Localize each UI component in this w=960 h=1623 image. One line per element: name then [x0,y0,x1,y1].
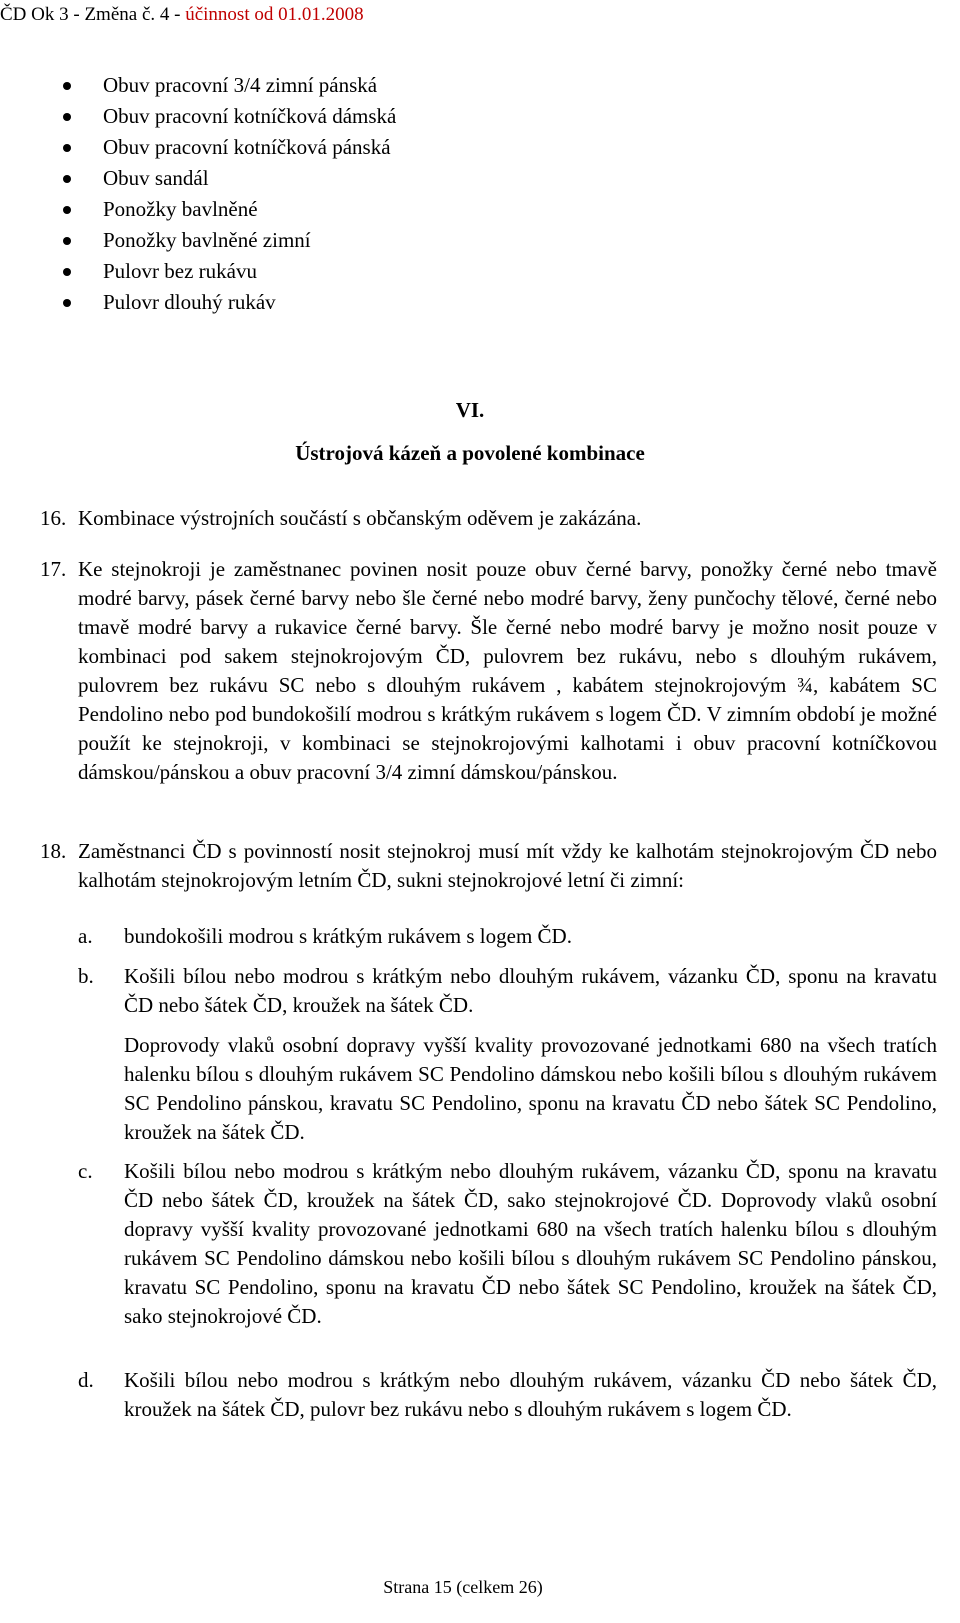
list-item [0,194,396,225]
bullet-icon [63,237,71,245]
list-item-label: Pulovr bez rukávu [103,259,257,283]
list-item-label: Obuv pracovní 3/4 zimní pánská [103,73,378,97]
list-item-label: Obuv sandál [103,166,209,190]
header-document-title: ČD Ok 3 - Změna č. 4 - [0,4,186,25]
item-text: Košili bílou nebo modrou s krátkým nebo dlouhým rukávem, vázanku ČD, sponu na kravatu ČD nebo šátek ČD, kroužek na šátek ČD, sako stejnokrojové ČD. Doprovody vlaků osobní dopravy vyšší kvality provozované jednotkami 680 na všech tratích halenku bílou s dlouhým rukávem SC Pendolino dámskou nebo košili bílou s dlouhým rukávem SC Pendolino pánskou, kravatu SC Pendolino, sponu na kravatu ČD nebo šátek SC Pendolino, kroužek na šátek ČD, sako stejnokrojové ČD. [124,1159,937,1328]
list-item [0,132,396,163]
item-letter: c. [78,1159,93,1183]
paragraph-17 [40,555,937,787]
paragraph-text: Zaměstnanci ČD s povinností nosit stejnokroj musí mít vždy ke kalhotám stejnokrojovým ČD nebo kalhotám stejnokrojovým letním ČD, sukni stejnokrojové letní či zimní: [78,839,937,892]
list-item-label: Obuv pracovní kotníčková dámská [103,104,397,128]
chapter-number: VI. [455,398,485,422]
item-letter: b. [78,964,94,988]
item-b [78,962,937,1020]
item-b-note [78,1031,937,1147]
clothing-bullet-list [0,70,396,318]
paragraph-18 [40,837,937,895]
list-item-label: Ponožky bavlněné [103,197,258,221]
list-item-label: Ponožky bavlněné zimní [103,228,311,252]
paragraph-16 [40,504,937,533]
paragraph-text: Ke stejnokroji je zaměstnanec povinen nosit pouze obuv černé barvy, ponožky černé nebo tmavě modré barvy, pásek černé barvy nebo šle černé nebo modré barvy, ženy punčochy tělové, černé nebo tmavě modré barvy a rukavice černé barvy. Šle černé nebo modré barvy je možno nosit pouze v kombinaci pod sakem stejnokrojovým ČD, pulovrem bez rukávu, nebo s dlouhým rukávem, pulovrem bez rukávu SC nebo s dlouhým rukávem , kabátem stejnokrojovým ¾, kabátem SC Pendolino nebo pod bundokošilí modrou s krátkým rukávem s logem ČD. V zimním období je možné použít ke stejnokroji, v kombinaci se stejnokrojovými kalhotami i obuv pracovní kotníčkovou dámskou/pánskou a obuv pracovní 3/4 zimní dámskou/pánskou. [78,557,937,784]
bullet-icon [63,175,71,183]
bullet-icon [63,206,71,214]
page-header [0,2,364,28]
item-d [78,1366,937,1424]
item-letter: d. [78,1368,94,1392]
paragraph-text: Kombinace výstrojních součástí s občanským oděvem je zakázána. [78,506,642,530]
list-item [0,101,396,132]
list-item [0,287,396,318]
bullet-icon [63,299,71,307]
page-footer: Strana 15 (celkem 26) [383,1577,543,1597]
list-item [0,256,396,287]
item-a [78,922,937,951]
chapter-title: Ústrojová kázeň a povolené kombinace [295,441,645,465]
paragraph-number: 16. [40,506,67,530]
bullet-icon [63,268,71,276]
bullet-icon [63,113,71,121]
header-effective-date: účinnost od 01.01.2008 [185,4,364,25]
item-letter: a. [78,924,93,948]
list-item [0,70,396,101]
paragraph-number: 17. [40,557,67,581]
list-item [0,163,396,194]
list-item [0,225,396,256]
item-c [78,1157,937,1331]
list-item-label: Pulovr dlouhý rukáv [103,290,276,314]
item-text: Košili bílou nebo modrou s krátkým nebo dlouhým rukávem, vázanku ČD, sponu na kravatu ČD nebo šátek ČD, kroužek na šátek ČD. [124,964,937,1017]
item-text: bundokošili modrou s krátkým rukávem s logem ČD. [124,924,572,948]
item-note-text: Doprovody vlaků osobní dopravy vyšší kvality provozované jednotkami 680 na všech tratích halenku bílou s dlouhým rukávem SC Pendolino dámskou nebo košili bílou s dlouhým rukávem SC Pendolino pánskou, kravatu SC Pendolino, sponu na kravatu ČD nebo šátek SC Pendolino, kroužek na šátek ČD. [124,1033,937,1144]
bullet-icon [63,82,71,90]
bullet-icon [63,144,71,152]
list-item-label: Obuv pracovní kotníčková pánská [103,135,391,159]
paragraph-number: 18. [40,839,67,863]
item-text: Košili bílou nebo modrou s krátkým nebo dlouhým rukávem, vázanku ČD nebo šátek ČD, kroužek na šátek ČD, pulovr bez rukávu nebo s dlouhým rukávem s logem ČD. [124,1368,937,1421]
